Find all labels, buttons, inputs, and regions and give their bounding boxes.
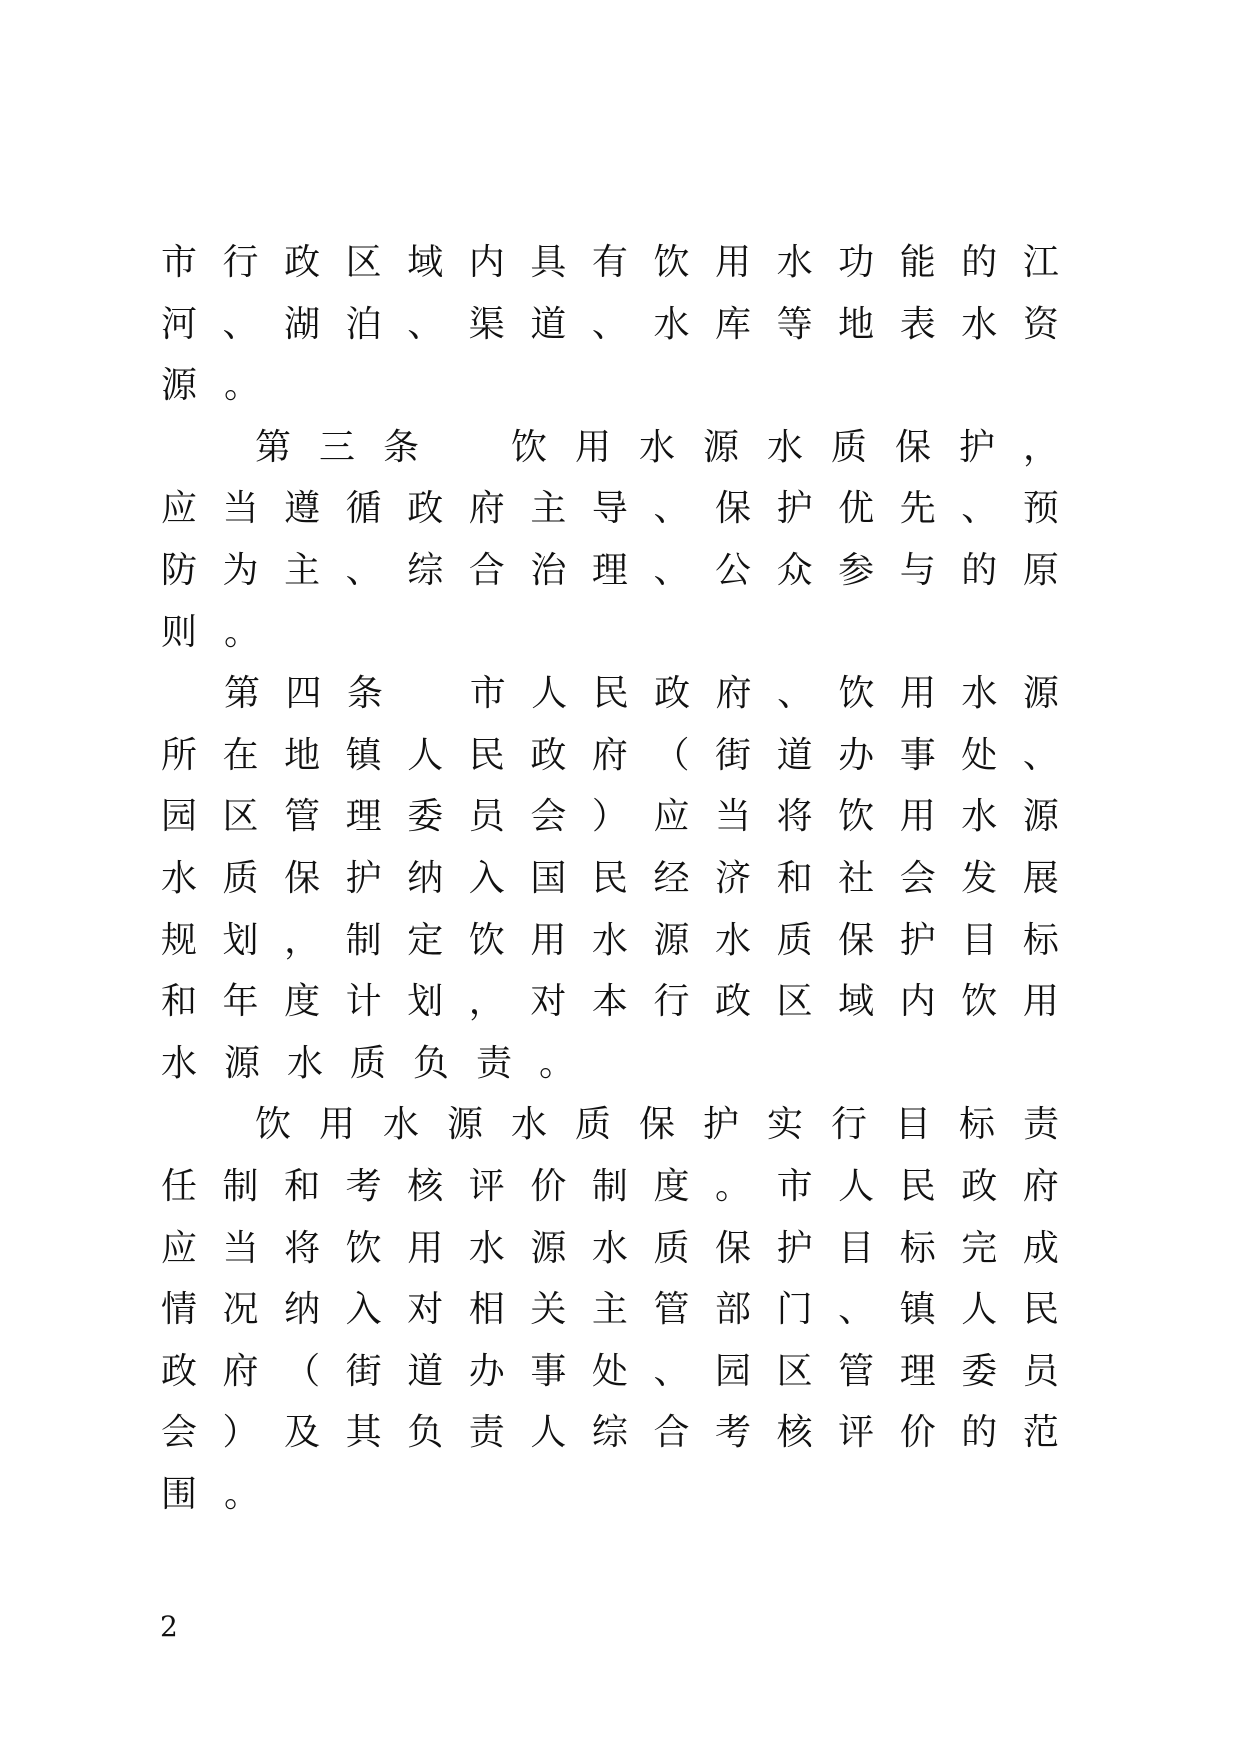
text-line: 规 划 ， 制 定 饮 用 水 源 水 质 保 护 目 标 [160, 919, 1059, 961]
text-line: 和 年 度 计 划 ， 对 本 行 政 区 域 内 饮 用 [160, 981, 1059, 1023]
text-line: 源 。 [160, 365, 260, 407]
text-line: 市 行 政 区 域 内 具 有 饮 用 水 功 能 的 江 [160, 242, 1059, 283]
text-line: 任 制 和 考 核 评 价 制 度 。 市 人 民 政 府 [160, 1165, 1059, 1207]
text-line: 饮 用 水 源 水 质 保 护 实 行 目 标 责 [254, 1104, 1059, 1146]
text-line: 防 为 主 、 综 合 治 理 、 公 众 参 与 的 原 [160, 549, 1059, 591]
text-line: 应 当 将 饮 用 水 源 水 质 保 护 目 标 完 成 [160, 1227, 1059, 1269]
text-line: 第 四 条 市 人 民 政 府 、 饮 用 水 源 [223, 673, 1059, 715]
text-line: 政 府 （ 街 道 办 事 处 、 园 区 管 理 委 员 [160, 1350, 1059, 1392]
page-number: 2 [160, 1610, 178, 1643]
text-line: 水 源 水 质 负 责 。 [160, 1042, 575, 1084]
text-line: 围 。 [160, 1473, 260, 1515]
text-line: 情 况 纳 入 对 相 关 主 管 部 门 、 镇 人 民 [160, 1289, 1059, 1331]
text-line: 第 三 条 饮 用 水 源 水 质 保 护 ， [254, 426, 1059, 468]
body-text [160, 232, 1060, 1525]
text-line: 应 当 遵 循 政 府 主 导 、 保 护 优 先 、 预 [160, 488, 1059, 530]
text-line: 河 、 湖 泊 、 渠 道 、 水 库 等 地 表 水 资 [160, 303, 1059, 345]
text-line: 所 在 地 镇 人 民 政 府 （ 街 道 办 事 处 、 [160, 734, 1059, 776]
text-line: 水 质 保 护 纳 入 国 民 经 济 和 社 会 发 展 [160, 857, 1059, 899]
text-line: 则 。 [160, 611, 260, 653]
text-line: 会 ） 及 其 负 责 人 综 合 考 核 评 价 的 范 [160, 1412, 1059, 1454]
text-line: 园 区 管 理 委 员 会 ） 应 当 将 饮 用 水 源 [160, 796, 1059, 838]
